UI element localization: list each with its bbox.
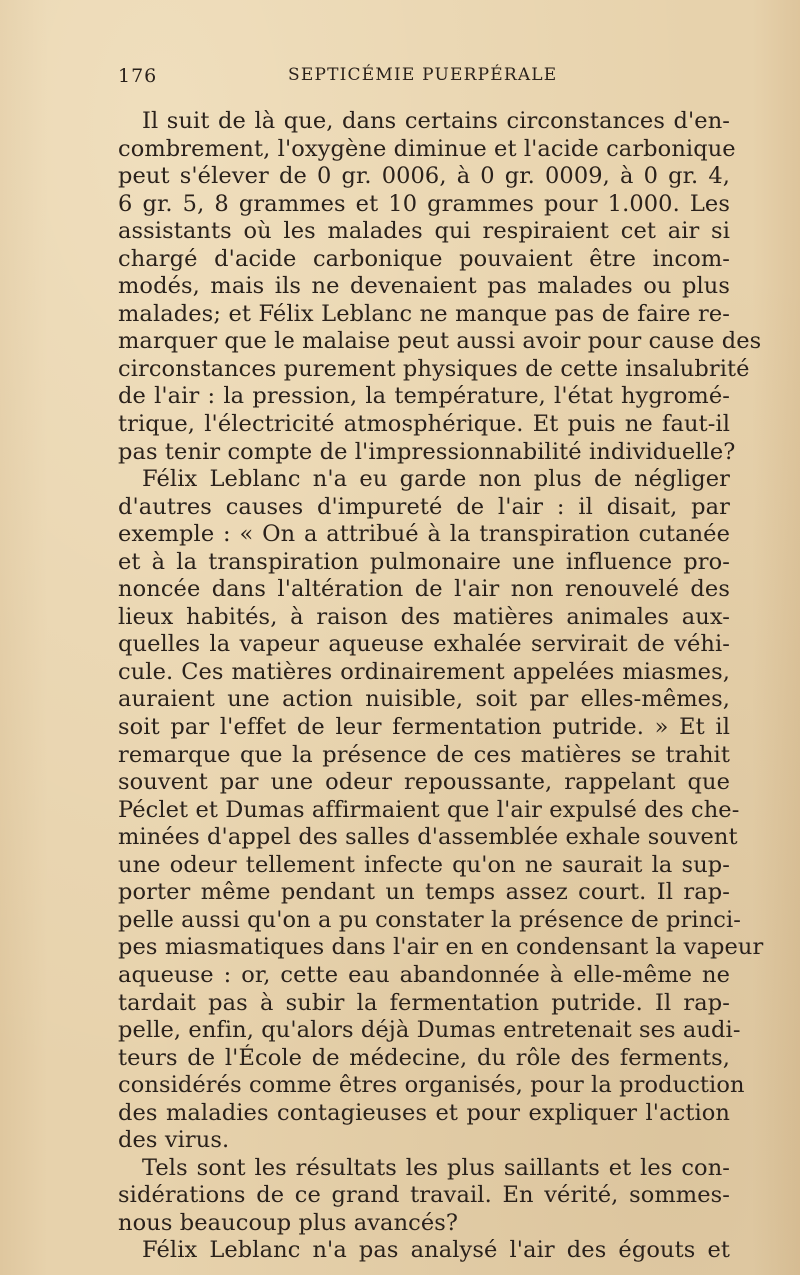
- text-line: soit par l'effet de leur fermentation putride. » Et il: [118, 714, 730, 741]
- text-line: circonstances purement physiques de cette insalubrité: [118, 355, 750, 382]
- page-header: [118, 60, 730, 90]
- text-line: trique, l'électricité atmosphérique. Et puis ne faut-il: [118, 411, 730, 438]
- text-line: Tels sont les résultats les plus saillants et les con-: [142, 1154, 730, 1181]
- text-line: noncée dans l'altération de l'air non renouvelé des: [118, 576, 730, 603]
- text-line: minées d'appel des salles d'assemblée exhale souvent: [118, 824, 738, 851]
- text-line: chargé d'acide carbonique pouvaient être incom-: [118, 245, 730, 272]
- text-line: marquer que le malaise peut aussi avoir pour cause des: [118, 328, 762, 355]
- text-line: pas tenir compte de l'impressionnabilité individuelle?: [118, 438, 736, 465]
- text-line: d'autres causes d'impureté de l'air : il disait, par: [118, 493, 730, 520]
- text-line: combrement, l'oxygène diminue et l'acide carbonique: [118, 135, 736, 162]
- text-line: aqueuse : or, cette eau abandonnée à elle-même ne: [118, 961, 730, 988]
- text-line: considérés comme êtres organisés, pour la production: [118, 1072, 745, 1099]
- text-line: sidérations de ce grand travail. En vérité, sommes-: [118, 1182, 730, 1209]
- body-text: [118, 108, 764, 1265]
- text-line: Péclet et Dumas affirmaient que l'air expulsé des che-: [118, 796, 740, 823]
- text-line: modés, mais ils ne devenaient pas malades ou plus: [118, 273, 730, 300]
- text-line: porter même pendant un temps assez court. Il rap-: [118, 879, 730, 906]
- text-line: exemple : « On a attribué à la transpiration cutanée: [118, 521, 730, 548]
- text-line: et à la transpiration pulmonaire une influence pro-: [118, 548, 730, 575]
- text-line: de l'air : la pression, la température, l'état hygromé-: [118, 383, 730, 410]
- page-number: 176: [118, 65, 158, 87]
- text-line: 6 gr. 5, 8 grammes et 10 grammes pour 1.000. Les: [118, 190, 730, 217]
- text-line: malades; et Félix Leblanc ne manque pas de faire re-: [118, 300, 730, 327]
- text-line: peut s'élever de 0 gr. 0006, à 0 gr. 0009, à 0 gr. 4,: [118, 163, 730, 190]
- text-line: teurs de l'École de médecine, du rôle des ferments,: [118, 1044, 730, 1071]
- text-line: auraient une action nuisible, soit par elles-mêmes,: [118, 686, 730, 713]
- text-line: cule. Ces matières ordinairement appelées miasmes,: [118, 658, 730, 685]
- text-line: Il suit de là que, dans certains circonstances d'en-: [142, 108, 730, 134]
- text-line: Félix Leblanc n'a pas analysé l'air des égouts et: [142, 1237, 730, 1264]
- text-line: des virus.: [118, 1127, 230, 1154]
- running-title: SEPTICÉMIE PUERPÉRALE: [288, 65, 558, 85]
- text-line: pelle, enfin, qu'alors déjà Dumas entretenait ses audi-: [118, 1017, 741, 1044]
- text-line: lieux habités, à raison des matières animales aux-: [118, 603, 730, 630]
- text-line: des maladies contagieuses et pour expliquer l'action: [118, 1099, 730, 1126]
- text-line: pelle aussi qu'on a pu constater la présence de princi-: [118, 906, 741, 933]
- text-line: remarque que la présence de ces matières se trahit: [118, 741, 730, 768]
- text-line: souvent par une odeur repoussante, rappelant que: [118, 769, 730, 796]
- text-line: quelles la vapeur aqueuse exhalée servirait de véhi-: [118, 631, 730, 658]
- text-line: nous beaucoup plus avancés?: [118, 1209, 459, 1236]
- text-line: assistants où les malades qui respiraient cet air si: [118, 218, 730, 245]
- text-line: Félix Leblanc n'a eu garde non plus de négliger: [142, 466, 730, 493]
- text-line: tardait pas à subir la fermentation putride. Il rap-: [118, 989, 730, 1016]
- text-line: pes miasmatiques dans l'air en en condensant la vapeur: [118, 934, 764, 961]
- text-line: une odeur tellement infecte qu'on ne saurait la sup-: [118, 851, 730, 878]
